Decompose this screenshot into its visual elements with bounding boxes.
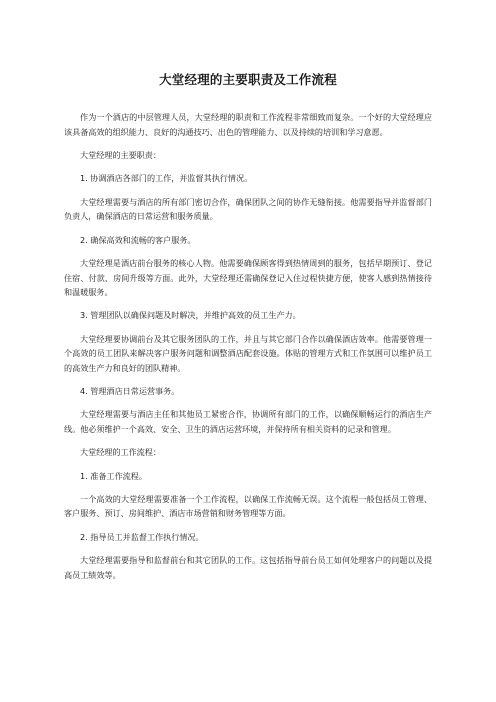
duty-3-heading: 3. 管理团队以确保问题及时解决，并维护高效的员工生产力。 xyxy=(80,310,301,321)
intro-paragraph: 作为一个酒店的中层管理人员，大堂经理的职责和工作流程非常细致而复杂。一个好的大堂经理应该具备高效的组织能力、良好的沟通技巧、出色的管理能力、以及持续的培训和学习意愿。 xyxy=(64,112,432,137)
duty-1-heading: 1. 协调酒店各部门的工作，并监督其执行情况。 xyxy=(80,173,253,184)
duty-1-body: 大堂经理需要与酒店的所有部门密切合作，确保团队之间的协作无缝衔接。他需要指导并监督部门负责人，确保酒店的日常运营和服务质量。 xyxy=(64,196,432,222)
section-heading-workflow: 大堂经理的工作流程： xyxy=(80,447,161,458)
duty-4-heading: 4. 管理酒店日常运营事务。 xyxy=(80,385,180,396)
duty-2-body: 大堂经理是酒店前台服务的核心人物。他需要确保顾客得到热情周到的服务，包括早期预订、登记住宿、付款、房间升级等方面。此外，大堂经理还需确保登记入住过程快捷方便，使客人感到热情接待和温暖服务。 xyxy=(64,258,432,297)
workflow-2-body: 大堂经理需要指导和监督前台和其它团队的工作。这包括指导前台员工如何处理客户的问题以及提高员工绩效等。 xyxy=(64,555,432,580)
workflow-2-heading: 2. 指导员工并监督工作执行情况。 xyxy=(80,531,204,542)
workflow-1-heading: 1. 准备工作流程。 xyxy=(80,470,147,481)
document-title: 大堂经理的主要职责及工作流程 xyxy=(159,72,337,87)
workflow-1-body: 一个高效的大堂经理需要准备一个工作流程，以确保工作流畅无误。这个流程一般包括员工管理、客户服务、预订、房间维护、酒店市场营销和财务管理等方面。 xyxy=(64,493,432,519)
duty-4-body: 大堂经理需要与酒店主任和其他员工紧密合作，协调所有部门的工作，以确保顺畅运行的酒店生产线。他必须维护一个高效、安全、卫生的酒店运营环境，并保持所有相关资料的记录和管理。 xyxy=(64,409,432,434)
section-heading-duties: 大堂经理的主要职责： xyxy=(80,150,161,161)
duty-3-body: 大堂经理要协调前台及其它服务团队的工作，并且与其它部门合作以确保酒店效率。他需要管理一个高效的员工团队来解决客户服务问题和调整酒店配套设施。体贴的管理方式和工作氛围可以维护员工的高效生产力和良好的团队精神。 xyxy=(64,333,432,373)
duty-2-heading: 2. 确保高效和流畅的客户服务。 xyxy=(80,234,196,245)
